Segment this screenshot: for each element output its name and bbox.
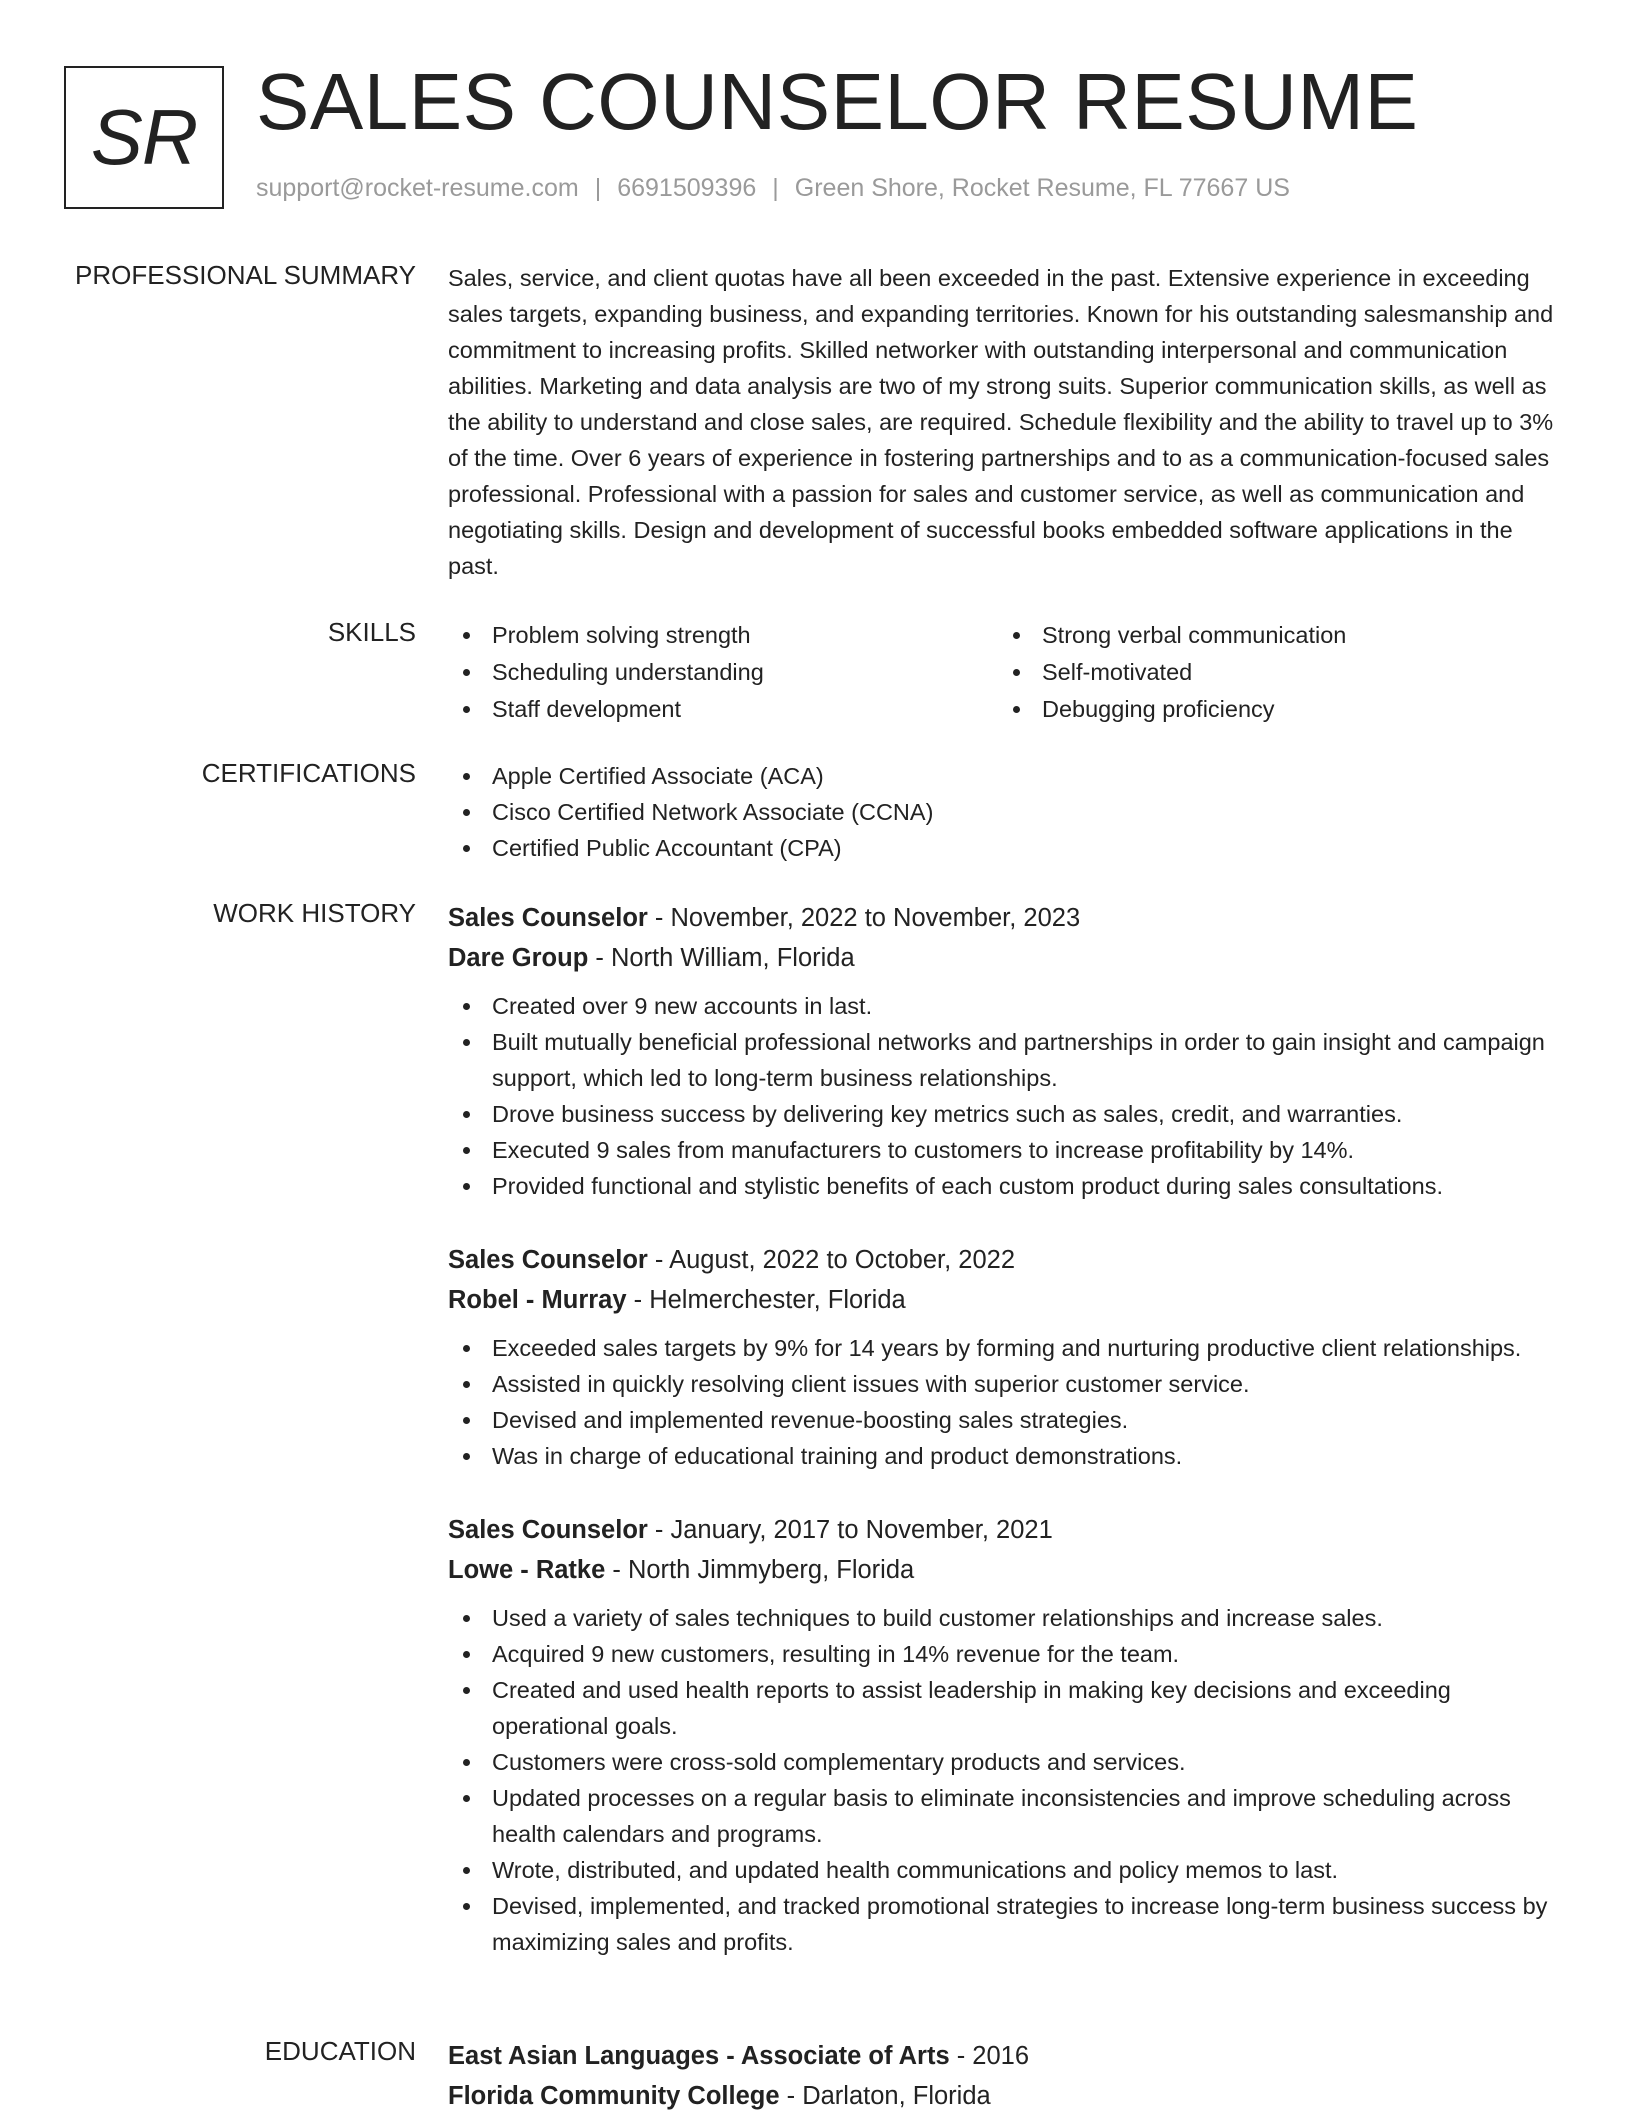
certification-item: Certified Public Accountant (CPA) xyxy=(448,830,1568,866)
job-duty-item: Drove business success by delivering key metrics such as sales, credit, and warranties. xyxy=(448,1096,1568,1132)
job-duty-item: Customers were cross-sold complementary products and services. xyxy=(448,1744,1568,1780)
contact-line xyxy=(256,174,1290,203)
job-title: Sales Counselor xyxy=(448,1516,648,1544)
education-degree: East Asian Languages - Associate of Arts xyxy=(448,2042,950,2070)
job-title: Sales Counselor xyxy=(448,1246,648,1274)
job-duty-item: Was in charge of educational training and product demonstrations. xyxy=(448,1438,1568,1474)
job-duty-item: Used a variety of sales techniques to build customer relationships and increase sales. xyxy=(448,1600,1568,1636)
contact-phone[interactable]: 6691509396 xyxy=(617,174,757,202)
job-duties xyxy=(448,1330,1568,1474)
education-school: Florida Community College xyxy=(448,2082,780,2110)
job-duty-item: Assisted in quickly resolving client issues with superior customer service. xyxy=(448,1366,1568,1402)
job-company-line xyxy=(448,1280,1568,1320)
certifications-list xyxy=(448,758,1568,866)
job-dates: - January, 2017 to November, 2021 xyxy=(647,1516,1053,1544)
job-title-line xyxy=(448,1240,1568,1280)
education-entry xyxy=(448,2036,1568,2112)
monogram-logo: SR xyxy=(64,66,224,209)
education-degree-line xyxy=(448,2036,1568,2076)
resume-title: SALES COUNSELOR RESUME xyxy=(256,57,1419,146)
certification-item: Apple Certified Associate (ACA) xyxy=(448,758,1568,794)
skill-item: Self-motivated xyxy=(998,654,1548,690)
job-duties xyxy=(448,988,1568,1204)
job-company-line xyxy=(448,938,1568,978)
summary-text: Sales, service, and client quotas have all been exceeded in the past. Extensive experience in exceeding sales targets, expanding business, and expanding territories. Known for his outstanding salesmanship and commitment to increasing profits. Skilled networker with outstanding interpersonal and communication abilities. Marketing and data analysis are two of my strong suits. Superior communication skills, as well as the ability to understand and close sales, are required. Schedule flexibility and the ability to travel up to 3% of the time. Over 6 years of experience in fostering partnerships and to as a communication-focused sales professional. Professional with a passion for sales and customer service, as well as communication and negotiating skills. Design and development of successful books embedded software applications in the past. xyxy=(448,265,1554,579)
skills-column-left xyxy=(448,617,998,728)
job-title-line xyxy=(448,1510,1568,1550)
section-label-education: EDUCATION xyxy=(264,2036,416,2066)
education-year: - 2016 xyxy=(949,2042,1030,2070)
job-duties xyxy=(448,1600,1568,1960)
job-duty-item: Executed 9 sales from manufacturers to customers to increase profitability by 14%. xyxy=(448,1132,1568,1168)
job-duty-item: Wrote, distributed, and updated health communications and policy memos to last. xyxy=(448,1852,1568,1888)
section-label-skills: SKILLS xyxy=(327,617,416,647)
skill-item: Problem solving strength xyxy=(448,617,998,653)
job-entry xyxy=(448,898,1568,1204)
job-location: - North William, Florida xyxy=(588,944,855,972)
job-duty-item: Exceeded sales targets by 9% for 14 years by forming and nurturing productive client relationships. xyxy=(448,1330,1568,1366)
job-duty-item: Provided functional and stylistic benefits of each custom product during sales consultations. xyxy=(448,1168,1568,1204)
education-location: - Darlaton, Florida xyxy=(779,2082,991,2110)
contact-separator: | xyxy=(772,174,779,202)
job-duty-item: Devised, implemented, and tracked promotional strategies to increase long-term business success by maximizing sales and profits. xyxy=(448,1888,1568,1960)
certification-item: Cisco Certified Network Associate (CCNA) xyxy=(448,794,1568,830)
job-duty-item: Updated processes on a regular basis to eliminate inconsistencies and improve scheduling across health calendars and programs. xyxy=(448,1780,1568,1852)
job-dates: - November, 2022 to November, 2023 xyxy=(647,904,1081,932)
job-company: Robel - Murray xyxy=(448,1286,627,1314)
skill-item: Debugging proficiency xyxy=(998,691,1548,727)
skill-item: Staff development xyxy=(448,691,998,727)
contact-separator: | xyxy=(594,174,602,202)
job-duty-item: Built mutually beneficial professional networks and partnerships in order to gain insight and campaign support, which led to long-term business relationships. xyxy=(448,1024,1568,1096)
job-entry xyxy=(448,1240,1568,1474)
job-location: - Helmerchester, Florida xyxy=(626,1286,906,1314)
contact-address: Green Shore, Rocket Resume, FL 77667 US xyxy=(794,174,1290,202)
section-label-work-history: WORK HISTORY xyxy=(213,898,416,928)
section-label-certifications: CERTIFICATIONS xyxy=(201,758,416,788)
job-duty-item: Acquired 9 new customers, resulting in 14% revenue for the team. xyxy=(448,1636,1568,1672)
job-title-line xyxy=(448,898,1568,938)
job-duty-item: Created over 9 new accounts in last. xyxy=(448,988,1568,1024)
job-company: Lowe - Ratke xyxy=(448,1556,606,1584)
job-duty-item: Created and used health reports to assist leadership in making key decisions and exceeding operational goals. xyxy=(448,1672,1568,1744)
section-label-summary: PROFESSIONAL SUMMARY xyxy=(75,260,416,290)
job-company-line xyxy=(448,1550,1568,1590)
skill-item: Strong verbal communication xyxy=(998,617,1548,653)
job-entry xyxy=(448,1510,1568,1960)
job-dates: - August, 2022 to October, 2022 xyxy=(647,1246,1016,1274)
skills-column-right xyxy=(998,617,1548,728)
work-history-list xyxy=(448,898,1568,1996)
job-title: Sales Counselor xyxy=(448,904,648,932)
job-company: Dare Group xyxy=(448,944,589,972)
job-location: - North Jimmyberg, Florida xyxy=(605,1556,915,1584)
education-school-line xyxy=(448,2076,1568,2112)
contact-email[interactable]: support@rocket-resume.com xyxy=(256,174,579,202)
skills-list xyxy=(448,617,1568,728)
job-duty-item: Devised and implemented revenue-boosting sales strategies. xyxy=(448,1402,1568,1438)
skill-item: Scheduling understanding xyxy=(448,654,998,690)
